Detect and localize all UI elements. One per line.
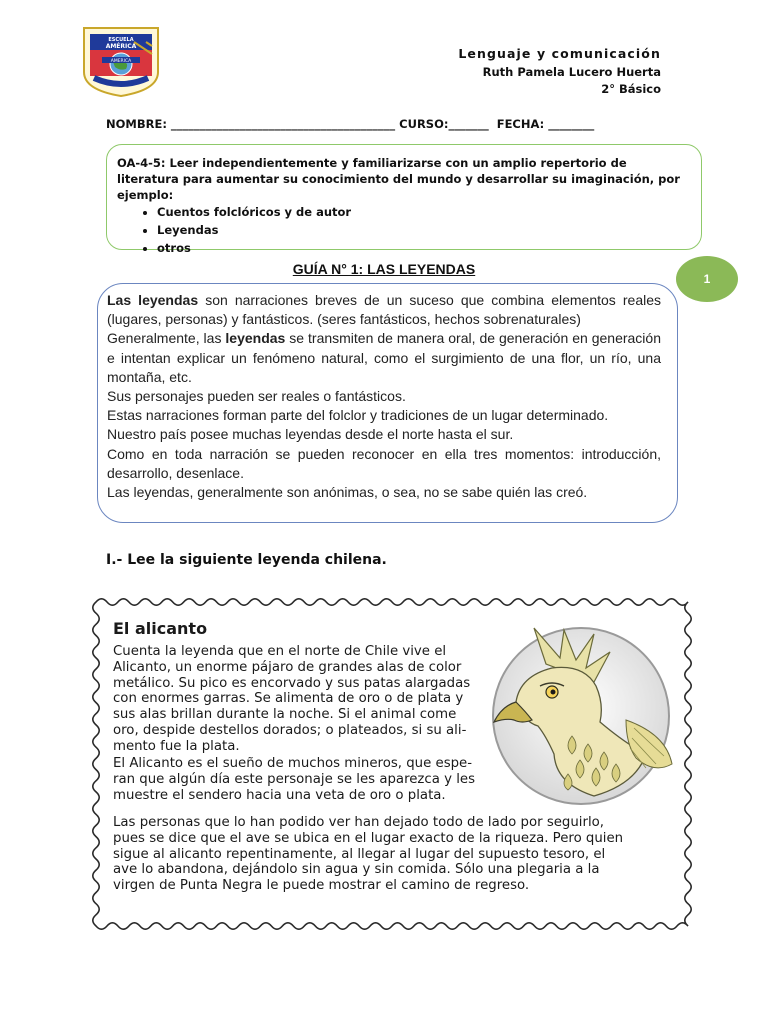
page-number-badge: 1	[676, 256, 738, 302]
school-logo	[80, 24, 162, 98]
story-paragraph: El Alicanto es el sueño de muchos mineros, que espe-ran que algún día este personaje se les aparezca y les muestre el sendero hacia una veta de oro o plata.	[113, 756, 475, 803]
story-paragraph: Cuenta la leyenda que en el norte de Chile vive el Alicanto, un enorme pájaro de grandes alas de color metálico. Su pico es encorvado y sus patas alargadas con enormes garras. Se alimenta de oro o de plata y sus alas brillan durante la noche. Si el animal come oro, despide destellos dorados; o plateados, si su ali-mento fue la plata.	[113, 644, 471, 754]
bold-term: Las leyendas	[107, 292, 199, 308]
story-title: El alicanto	[113, 619, 208, 638]
legend-definition-box	[97, 283, 678, 523]
instruction-text: I.- Lee la siguiente leyenda chilena.	[106, 552, 387, 568]
definition-paragraph: Las leyendas son narraciones breves de un suceso que combina elementos reales (lugares, personas) y fantásticos. (seres fantásticos, hechos sobrenaturales)	[107, 292, 662, 328]
guide-title: GUÍA N° 1: LAS LEYENDAS	[292, 261, 476, 277]
objective-item: • Leyendas	[157, 221, 691, 239]
objective-item: • otros	[157, 239, 691, 257]
logo-text-top: ESCUELA	[108, 37, 134, 43]
objective-item: • Cuentos folclóricos y de autor	[157, 203, 691, 221]
logo-text-bottom: RIACHUELO	[107, 82, 135, 87]
teacher-name: Ruth Pamela Lucero Huerta	[482, 65, 661, 79]
characters-line: Sus personajes pueden ser reales o fantásticos.	[107, 388, 406, 405]
objective-list	[117, 203, 691, 257]
logo-text-name: AMÉRICA	[105, 43, 137, 50]
student-info-line: NOMBRE: _______________________________________ CURSO:_______ FECHA: ________	[106, 117, 595, 131]
learning-objective-box	[106, 144, 702, 255]
story-paragraph: Las personas que lo han podido ver han dejado todo de lado por seguirlo, pues se dice que el ave se ubica en el lugar exacto de la riqueza. Pero quien sigue al alicanto repentinamente, al llegar al lugar del supuesto tesoro, el ave lo abandona, dejándolo sin agua y sin comida. Sólo una plegaria a la virgen de Punta Negra le puede mostrar el camino de regreso.	[113, 815, 624, 894]
bold-term: leyendas	[225, 330, 286, 347]
anonymous-line: Las leyendas, generalmente son anónimas, o sea, no se sabe quién las creó.	[107, 484, 588, 501]
objective-text: OA-4-5: Leer independientemente y familiarizarse con un amplio repertorio de literatura para aumentar su conocimiento del mundo y desarrollar su imaginación, por ejemplo:	[117, 156, 680, 202]
subject-title: Lenguaje y comunicación	[458, 46, 661, 61]
alicanto-bird-illustration	[476, 624, 686, 808]
folklore-line: Estas narraciones forman parte del folclor y tradiciones de un lugar determinado.	[107, 407, 609, 424]
transmission-paragraph: Generalmente, las leyendas se transmiten de manera oral, de generación en generación e intentan explicar un fenómeno natural, como el surgimiento de una flor, un río, una montaña, etc.	[107, 330, 661, 385]
moments-line: Como en toda narración se pueden reconocer en ella tres momentos: introducción, desarrollo, desenlace.	[107, 445, 661, 481]
logo-text-inner: AMERICA	[110, 59, 132, 64]
country-line: Nuestro país posee muchas leyendas desde el norte hasta el sur.	[107, 426, 514, 443]
grade-level: 2° Básico	[601, 82, 661, 96]
